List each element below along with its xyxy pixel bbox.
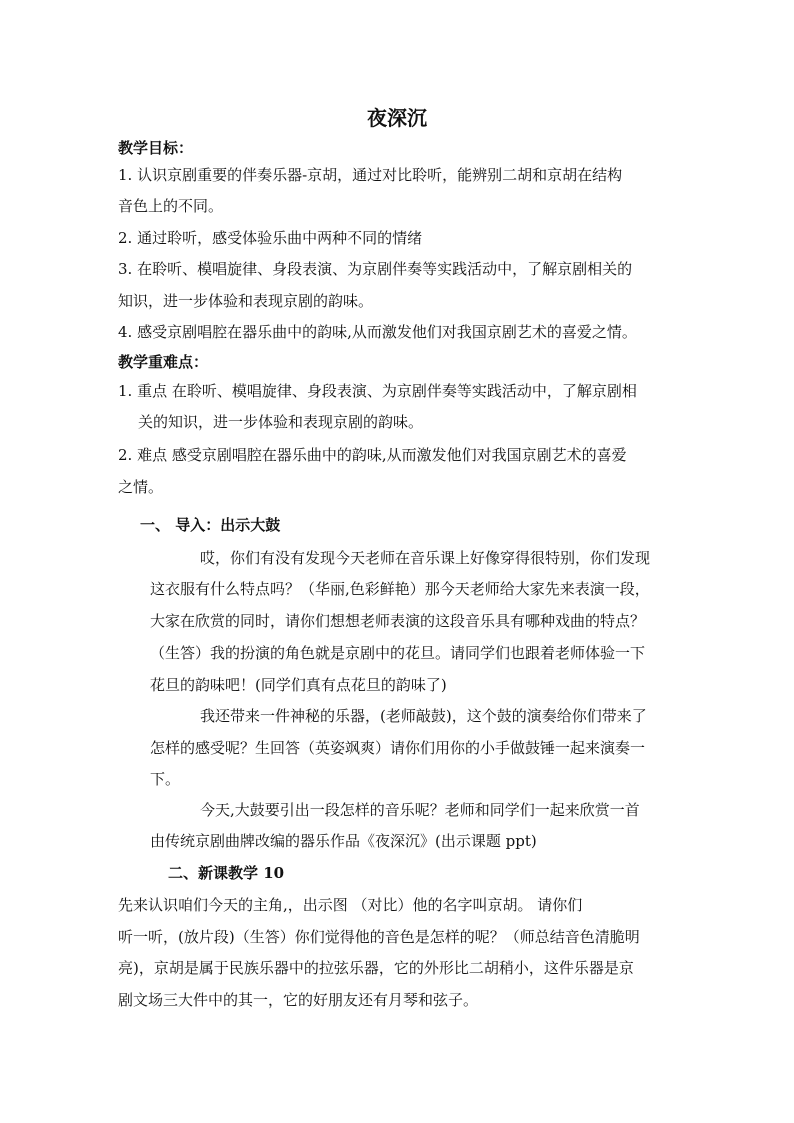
key-point-1-line-1: 1. 重点 在聆听、模唱旋律、身段表演、为京剧伴奏等实践活动中，了解京剧相	[118, 382, 637, 400]
document-title: 夜深沉	[367, 106, 427, 130]
section2-para-1-line-1: 先来认识咱们今天的主角,，出示图 （对比）他的名字叫京胡。 请你们	[118, 896, 583, 914]
key-points-heading: 教学重难点：	[118, 353, 209, 371]
section1-para-1-line-2: 这衣服有什么特点吗？（华丽,色彩鲜艳）那今天老师给大家先来表演一段，	[150, 580, 650, 598]
section1-heading: 一、 导入：出示大鼓	[140, 516, 281, 534]
objective-1-line-2: 音色上的不同。	[118, 197, 224, 215]
section1-para-1-line-5: 花旦的韵味吧！(同学们真有点花旦的韵味了)	[150, 676, 447, 694]
key-point-2-line-1: 2. 难点 感受京剧唱腔在器乐曲中的韵味,从而激发他们对我国京剧艺术的喜爱	[118, 446, 627, 464]
section1-para-1-line-1: 哎，你们有没有发现今天老师在音乐课上好像穿得很特别，你们发现	[200, 549, 651, 567]
section2-para-1-line-3: 亮)，京胡是属于民族乐器中的拉弦乐器，它的外形比二胡稍小，这件乐器是京	[118, 959, 634, 977]
section2-heading: 二、新课教学 10	[168, 864, 285, 882]
section1-para-2-line-3: 下。	[150, 770, 181, 788]
objective-3-line-1: 3. 在聆听、模唱旋律、身段表演、为京剧伴奏等实践活动中，了解京剧相关的	[118, 260, 633, 278]
section2-para-1-line-4: 剧文场三大件中的其一，它的好朋友还有月琴和弦子。	[118, 991, 479, 1009]
key-point-1-line-2: 关的知识，进一步体验和表现京剧的韵味。	[138, 413, 424, 431]
section1-para-1-line-3: 大家在欣赏的同时，请你们想想老师表演的这段音乐具有哪种戏曲的特点？	[150, 612, 646, 630]
section1-para-3-line-2: 由传统京剧曲牌改编的器乐作品《夜深沉》(出示课题 ppt)	[150, 832, 537, 850]
objective-2-line-1: 2. 通过聆听，感受体验乐曲中两种不同的情绪	[118, 229, 423, 247]
objective-3-line-2: 知识，进一步体验和表现京剧的韵味。	[118, 292, 374, 310]
objective-4-line-1: 4. 感受京剧唱腔在器乐曲中的韵味,从而激发他们对我国京剧艺术的喜爱之情。	[118, 323, 637, 341]
objectives-heading: 教学目标：	[118, 139, 194, 157]
section1-para-2-line-2: 怎样的感受呢？生回答（英姿飒爽）请你们用你的小手做鼓锤一起来演奏一	[150, 739, 646, 757]
section1-para-2-line-1: 我还带来一件神秘的乐器，(老师敲鼓)，这个鼓的演奏给你们带来了	[200, 707, 647, 725]
section2-para-1-line-2: 听一听，(放片段)（生答）你们觉得他的音色是怎样的呢？（师总结音色清脆明	[118, 928, 640, 946]
section1-para-3-line-1: 今天,大鼓要引出一段怎样的音乐呢？老师和同学们一起来欣赏一首	[200, 801, 640, 819]
key-point-2-line-2: 之情。	[118, 478, 164, 496]
objective-1-line-1: 1. 认识京剧重要的伴奏乐器-京胡，通过对比聆听，能辨别二胡和京胡在结构	[118, 166, 623, 184]
section1-para-1-line-4: （生答）我的扮演的角色就是京剧中的花旦。请同学们也跟着老师体验一下	[150, 644, 646, 662]
